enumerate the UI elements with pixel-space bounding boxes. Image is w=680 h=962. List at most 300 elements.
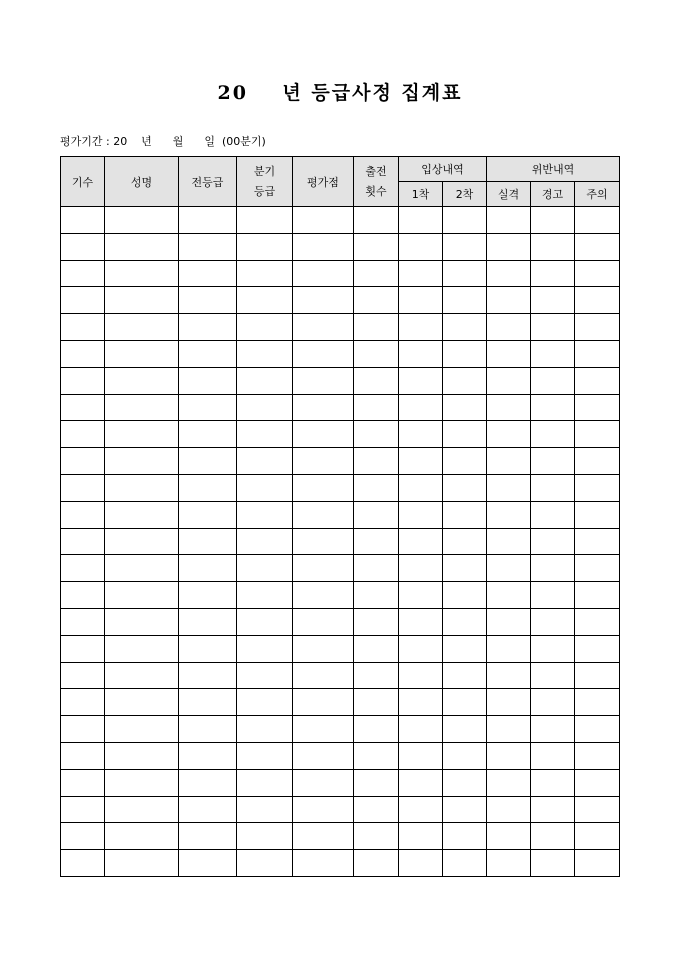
header-disqualify: 실격: [487, 182, 531, 207]
table-cell: [399, 796, 443, 823]
table-cell: [293, 421, 354, 448]
table-cell: [293, 528, 354, 555]
table-cell: [237, 394, 293, 421]
table-row: [61, 287, 620, 314]
table-cell: [443, 796, 487, 823]
table-cell: [399, 528, 443, 555]
table-row: [61, 716, 620, 743]
table-cell: [179, 742, 237, 769]
table-cell: [531, 850, 575, 877]
table-cell: [399, 394, 443, 421]
table-cell: [293, 314, 354, 341]
table-cell: [237, 823, 293, 850]
table-cell: [487, 474, 531, 501]
table-cell: [105, 233, 179, 260]
summary-table: [60, 156, 620, 877]
table-cell: [179, 769, 237, 796]
table-cell: [354, 287, 399, 314]
table-cell: [237, 528, 293, 555]
table-cell: [531, 742, 575, 769]
table-cell: [531, 823, 575, 850]
table-row: [61, 689, 620, 716]
table-cell: [237, 850, 293, 877]
table-cell: [487, 582, 531, 609]
table-cell: [487, 608, 531, 635]
header-award-2nd: 2착: [443, 182, 487, 207]
table-cell: [575, 340, 620, 367]
table-cell: [293, 287, 354, 314]
table-cell: [354, 448, 399, 475]
table-cell: [399, 582, 443, 609]
table-row: [61, 769, 620, 796]
table-cell: [61, 662, 105, 689]
table-cell: [105, 367, 179, 394]
table-cell: [105, 689, 179, 716]
table-cell: [61, 528, 105, 555]
table-cell: [237, 716, 293, 743]
table-cell: [293, 769, 354, 796]
table-cell: [531, 635, 575, 662]
table-cell: [575, 528, 620, 555]
table-row: [61, 394, 620, 421]
table-cell: [61, 823, 105, 850]
table-cell: [237, 635, 293, 662]
table-cell: [575, 662, 620, 689]
table-cell: [487, 233, 531, 260]
table-cell: [293, 742, 354, 769]
page-title: 20 년 등급사정 집계표: [217, 82, 463, 104]
table-cell: [179, 689, 237, 716]
header-starts-line1: 출전: [365, 164, 387, 178]
table-row: [61, 555, 620, 582]
table-cell: [399, 501, 443, 528]
table-cell: [105, 528, 179, 555]
table-cell: [531, 608, 575, 635]
table-cell: [293, 635, 354, 662]
table-cell: [293, 608, 354, 635]
table-cell: [575, 501, 620, 528]
table-cell: [487, 635, 531, 662]
table-cell: [61, 448, 105, 475]
table-cell: [179, 823, 237, 850]
table-row: [61, 582, 620, 609]
table-cell: [443, 742, 487, 769]
table-cell: [61, 314, 105, 341]
table-cell: [179, 367, 237, 394]
header-awards: 입상내역: [399, 157, 487, 182]
table-cell: [354, 314, 399, 341]
table-cell: [293, 394, 354, 421]
table-cell: [575, 448, 620, 475]
table-cell: [443, 823, 487, 850]
table-cell: [575, 608, 620, 635]
table-cell: [179, 608, 237, 635]
table-cell: [237, 501, 293, 528]
table-cell: [179, 850, 237, 877]
table-cell: [61, 716, 105, 743]
table-cell: [531, 448, 575, 475]
table-cell: [105, 260, 179, 287]
table-cell: [354, 260, 399, 287]
table-cell: [443, 850, 487, 877]
table-cell: [443, 474, 487, 501]
table-cell: [575, 207, 620, 234]
table-cell: [531, 501, 575, 528]
table-cell: [575, 769, 620, 796]
table-cell: [293, 501, 354, 528]
table-cell: [237, 287, 293, 314]
table-cell: [575, 474, 620, 501]
table-cell: [179, 662, 237, 689]
table-cell: [354, 501, 399, 528]
table-cell: [237, 769, 293, 796]
table-cell: [354, 233, 399, 260]
table-cell: [293, 260, 354, 287]
table-cell: [237, 474, 293, 501]
table-cell: [575, 421, 620, 448]
table-cell: [179, 314, 237, 341]
table-cell: [237, 367, 293, 394]
table-cell: [399, 367, 443, 394]
table-cell: [487, 421, 531, 448]
table-cell: [354, 823, 399, 850]
table-cell: [399, 689, 443, 716]
table-cell: [575, 367, 620, 394]
table-cell: [293, 662, 354, 689]
table-cell: [399, 314, 443, 341]
table-cell: [443, 555, 487, 582]
table-cell: [399, 421, 443, 448]
table-cell: [531, 421, 575, 448]
table-cell: [531, 287, 575, 314]
table-cell: [293, 207, 354, 234]
table-cell: [443, 260, 487, 287]
table-cell: [61, 260, 105, 287]
table-cell: [105, 394, 179, 421]
table-row: [61, 796, 620, 823]
table-cell: [354, 207, 399, 234]
table-row: [61, 662, 620, 689]
table-row: [61, 501, 620, 528]
table-row: [61, 260, 620, 287]
table-cell: [354, 742, 399, 769]
table-cell: [293, 716, 354, 743]
table-cell: [61, 233, 105, 260]
table-cell: [237, 207, 293, 234]
header-starts-line2: 횟수: [365, 184, 387, 198]
table-cell: [575, 260, 620, 287]
table-cell: [487, 314, 531, 341]
table-cell: [293, 233, 354, 260]
table-cell: [61, 394, 105, 421]
table-cell: [399, 260, 443, 287]
table-cell: [105, 207, 179, 234]
table-cell: [487, 716, 531, 743]
header-quarter-grade-line1: 분기: [253, 164, 276, 178]
table-cell: [487, 340, 531, 367]
table-cell: [575, 555, 620, 582]
table-cell: [237, 742, 293, 769]
table-cell: [399, 448, 443, 475]
table-cell: [487, 260, 531, 287]
table-cell: [61, 689, 105, 716]
table-cell: [237, 448, 293, 475]
table-cell: [531, 233, 575, 260]
table-cell: [531, 689, 575, 716]
table-cell: [443, 367, 487, 394]
table-cell: [487, 850, 531, 877]
table-cell: [61, 421, 105, 448]
table-cell: [61, 287, 105, 314]
table-cell: [443, 340, 487, 367]
table-body: [61, 207, 620, 877]
table-cell: [399, 662, 443, 689]
table-cell: [105, 582, 179, 609]
table-row: [61, 823, 620, 850]
table-cell: [575, 233, 620, 260]
table-cell: [179, 501, 237, 528]
table-cell: [105, 769, 179, 796]
table-cell: [179, 528, 237, 555]
table-cell: [105, 716, 179, 743]
table-cell: [61, 635, 105, 662]
table-row: [61, 314, 620, 341]
table-cell: [531, 260, 575, 287]
table-cell: [399, 716, 443, 743]
table-cell: [105, 796, 179, 823]
table-row: [61, 233, 620, 260]
table-cell: [487, 742, 531, 769]
table-cell: [575, 582, 620, 609]
table-cell: [237, 608, 293, 635]
table-row: [61, 850, 620, 877]
table-cell: [237, 689, 293, 716]
table-cell: [487, 207, 531, 234]
table-cell: [443, 287, 487, 314]
table-cell: [575, 287, 620, 314]
table-cell: [487, 823, 531, 850]
table-cell: [179, 394, 237, 421]
evaluation-period: 평가기간 : 20 년 월 일 (00분기): [60, 135, 266, 148]
table-cell: [179, 716, 237, 743]
header-name: 성명: [105, 157, 179, 207]
header-starts: [354, 157, 399, 207]
table-cell: [179, 555, 237, 582]
table-cell: [443, 608, 487, 635]
table-cell: [575, 394, 620, 421]
table-cell: [293, 448, 354, 475]
table-cell: [531, 394, 575, 421]
table-cell: [354, 555, 399, 582]
table-cell: [575, 850, 620, 877]
table-cell: [443, 421, 487, 448]
table-cell: [487, 769, 531, 796]
table-cell: [487, 287, 531, 314]
table-cell: [105, 314, 179, 341]
table-cell: [61, 207, 105, 234]
table-cell: [105, 635, 179, 662]
table-cell: [237, 796, 293, 823]
header-prev-grade: 전등급: [179, 157, 237, 207]
table-cell: [399, 233, 443, 260]
table-row: [61, 207, 620, 234]
header-term: 기수: [61, 157, 105, 207]
header-quarter-grade-line2: 등급: [253, 184, 276, 198]
table-cell: [443, 501, 487, 528]
table-row: [61, 421, 620, 448]
table-cell: [61, 796, 105, 823]
table-cell: [531, 662, 575, 689]
table-cell: [179, 233, 237, 260]
table-cell: [399, 769, 443, 796]
table-cell: [105, 501, 179, 528]
table-cell: [179, 635, 237, 662]
table-cell: [61, 501, 105, 528]
table-cell: [443, 448, 487, 475]
table-cell: [354, 582, 399, 609]
header-score: 평가점: [293, 157, 354, 207]
table-cell: [293, 340, 354, 367]
table-cell: [179, 340, 237, 367]
table-cell: [61, 340, 105, 367]
table-cell: [399, 635, 443, 662]
table-row: [61, 474, 620, 501]
table-cell: [487, 367, 531, 394]
table-cell: [105, 742, 179, 769]
table-cell: [293, 474, 354, 501]
table-cell: [354, 474, 399, 501]
table-cell: [443, 689, 487, 716]
table-cell: [237, 582, 293, 609]
table-row: [61, 367, 620, 394]
table-cell: [237, 662, 293, 689]
table-row: [61, 742, 620, 769]
table-cell: [354, 850, 399, 877]
table-cell: [105, 555, 179, 582]
table-cell: [179, 582, 237, 609]
table-cell: [179, 796, 237, 823]
table-cell: [354, 421, 399, 448]
table-cell: [354, 394, 399, 421]
table-cell: [293, 796, 354, 823]
table-cell: [61, 608, 105, 635]
table-cell: [105, 421, 179, 448]
table-cell: [293, 689, 354, 716]
table-cell: [399, 207, 443, 234]
header-warning: 경고: [531, 182, 575, 207]
table-cell: [61, 367, 105, 394]
table-row: [61, 528, 620, 555]
table-cell: [293, 367, 354, 394]
table-cell: [575, 716, 620, 743]
table-cell: [354, 769, 399, 796]
table-cell: [293, 555, 354, 582]
table-cell: [531, 528, 575, 555]
table-row: [61, 340, 620, 367]
table-cell: [179, 287, 237, 314]
table-cell: [443, 314, 487, 341]
table-cell: [237, 233, 293, 260]
table-cell: [105, 448, 179, 475]
table-cell: [61, 474, 105, 501]
table-cell: [531, 367, 575, 394]
table-cell: [354, 716, 399, 743]
table-cell: [105, 287, 179, 314]
table-cell: [487, 555, 531, 582]
table-row: [61, 635, 620, 662]
table-cell: [179, 474, 237, 501]
table-cell: [399, 850, 443, 877]
table-cell: [179, 207, 237, 234]
table-cell: [443, 716, 487, 743]
table-cell: [487, 689, 531, 716]
table-cell: [61, 742, 105, 769]
table-cell: [293, 582, 354, 609]
table-row: [61, 448, 620, 475]
header-violations: 위반내역: [487, 157, 620, 182]
table-cell: [575, 635, 620, 662]
table-cell: [399, 608, 443, 635]
table-cell: [179, 421, 237, 448]
table-cell: [487, 662, 531, 689]
table-cell: [237, 340, 293, 367]
table-cell: [531, 555, 575, 582]
table-cell: [531, 582, 575, 609]
table-cell: [399, 474, 443, 501]
table-cell: [531, 474, 575, 501]
table-cell: [105, 662, 179, 689]
table-cell: [399, 555, 443, 582]
header-quarter-grade: [237, 157, 293, 207]
table-cell: [105, 850, 179, 877]
table-cell: [575, 689, 620, 716]
table-cell: [237, 421, 293, 448]
table-cell: [531, 340, 575, 367]
table-cell: [531, 207, 575, 234]
table-cell: [487, 448, 531, 475]
table-cell: [399, 823, 443, 850]
table-cell: [354, 689, 399, 716]
table-cell: [575, 796, 620, 823]
table-row: [61, 608, 620, 635]
table-cell: [487, 528, 531, 555]
table-cell: [293, 823, 354, 850]
table-cell: [443, 635, 487, 662]
table-cell: [443, 528, 487, 555]
table-cell: [487, 394, 531, 421]
table-cell: [443, 207, 487, 234]
table-cell: [105, 340, 179, 367]
table-cell: [61, 850, 105, 877]
table-cell: [237, 260, 293, 287]
table-cell: [61, 769, 105, 796]
table-cell: [575, 742, 620, 769]
table-cell: [354, 340, 399, 367]
table-cell: [105, 474, 179, 501]
table-cell: [237, 555, 293, 582]
table-cell: [179, 448, 237, 475]
table-cell: [575, 823, 620, 850]
table-cell: [105, 608, 179, 635]
table-cell: [487, 501, 531, 528]
table-cell: [354, 796, 399, 823]
table-cell: [399, 340, 443, 367]
table-cell: [354, 608, 399, 635]
header-award-1st: 1착: [399, 182, 443, 207]
table-cell: [61, 582, 105, 609]
table-cell: [531, 796, 575, 823]
table-cell: [531, 769, 575, 796]
